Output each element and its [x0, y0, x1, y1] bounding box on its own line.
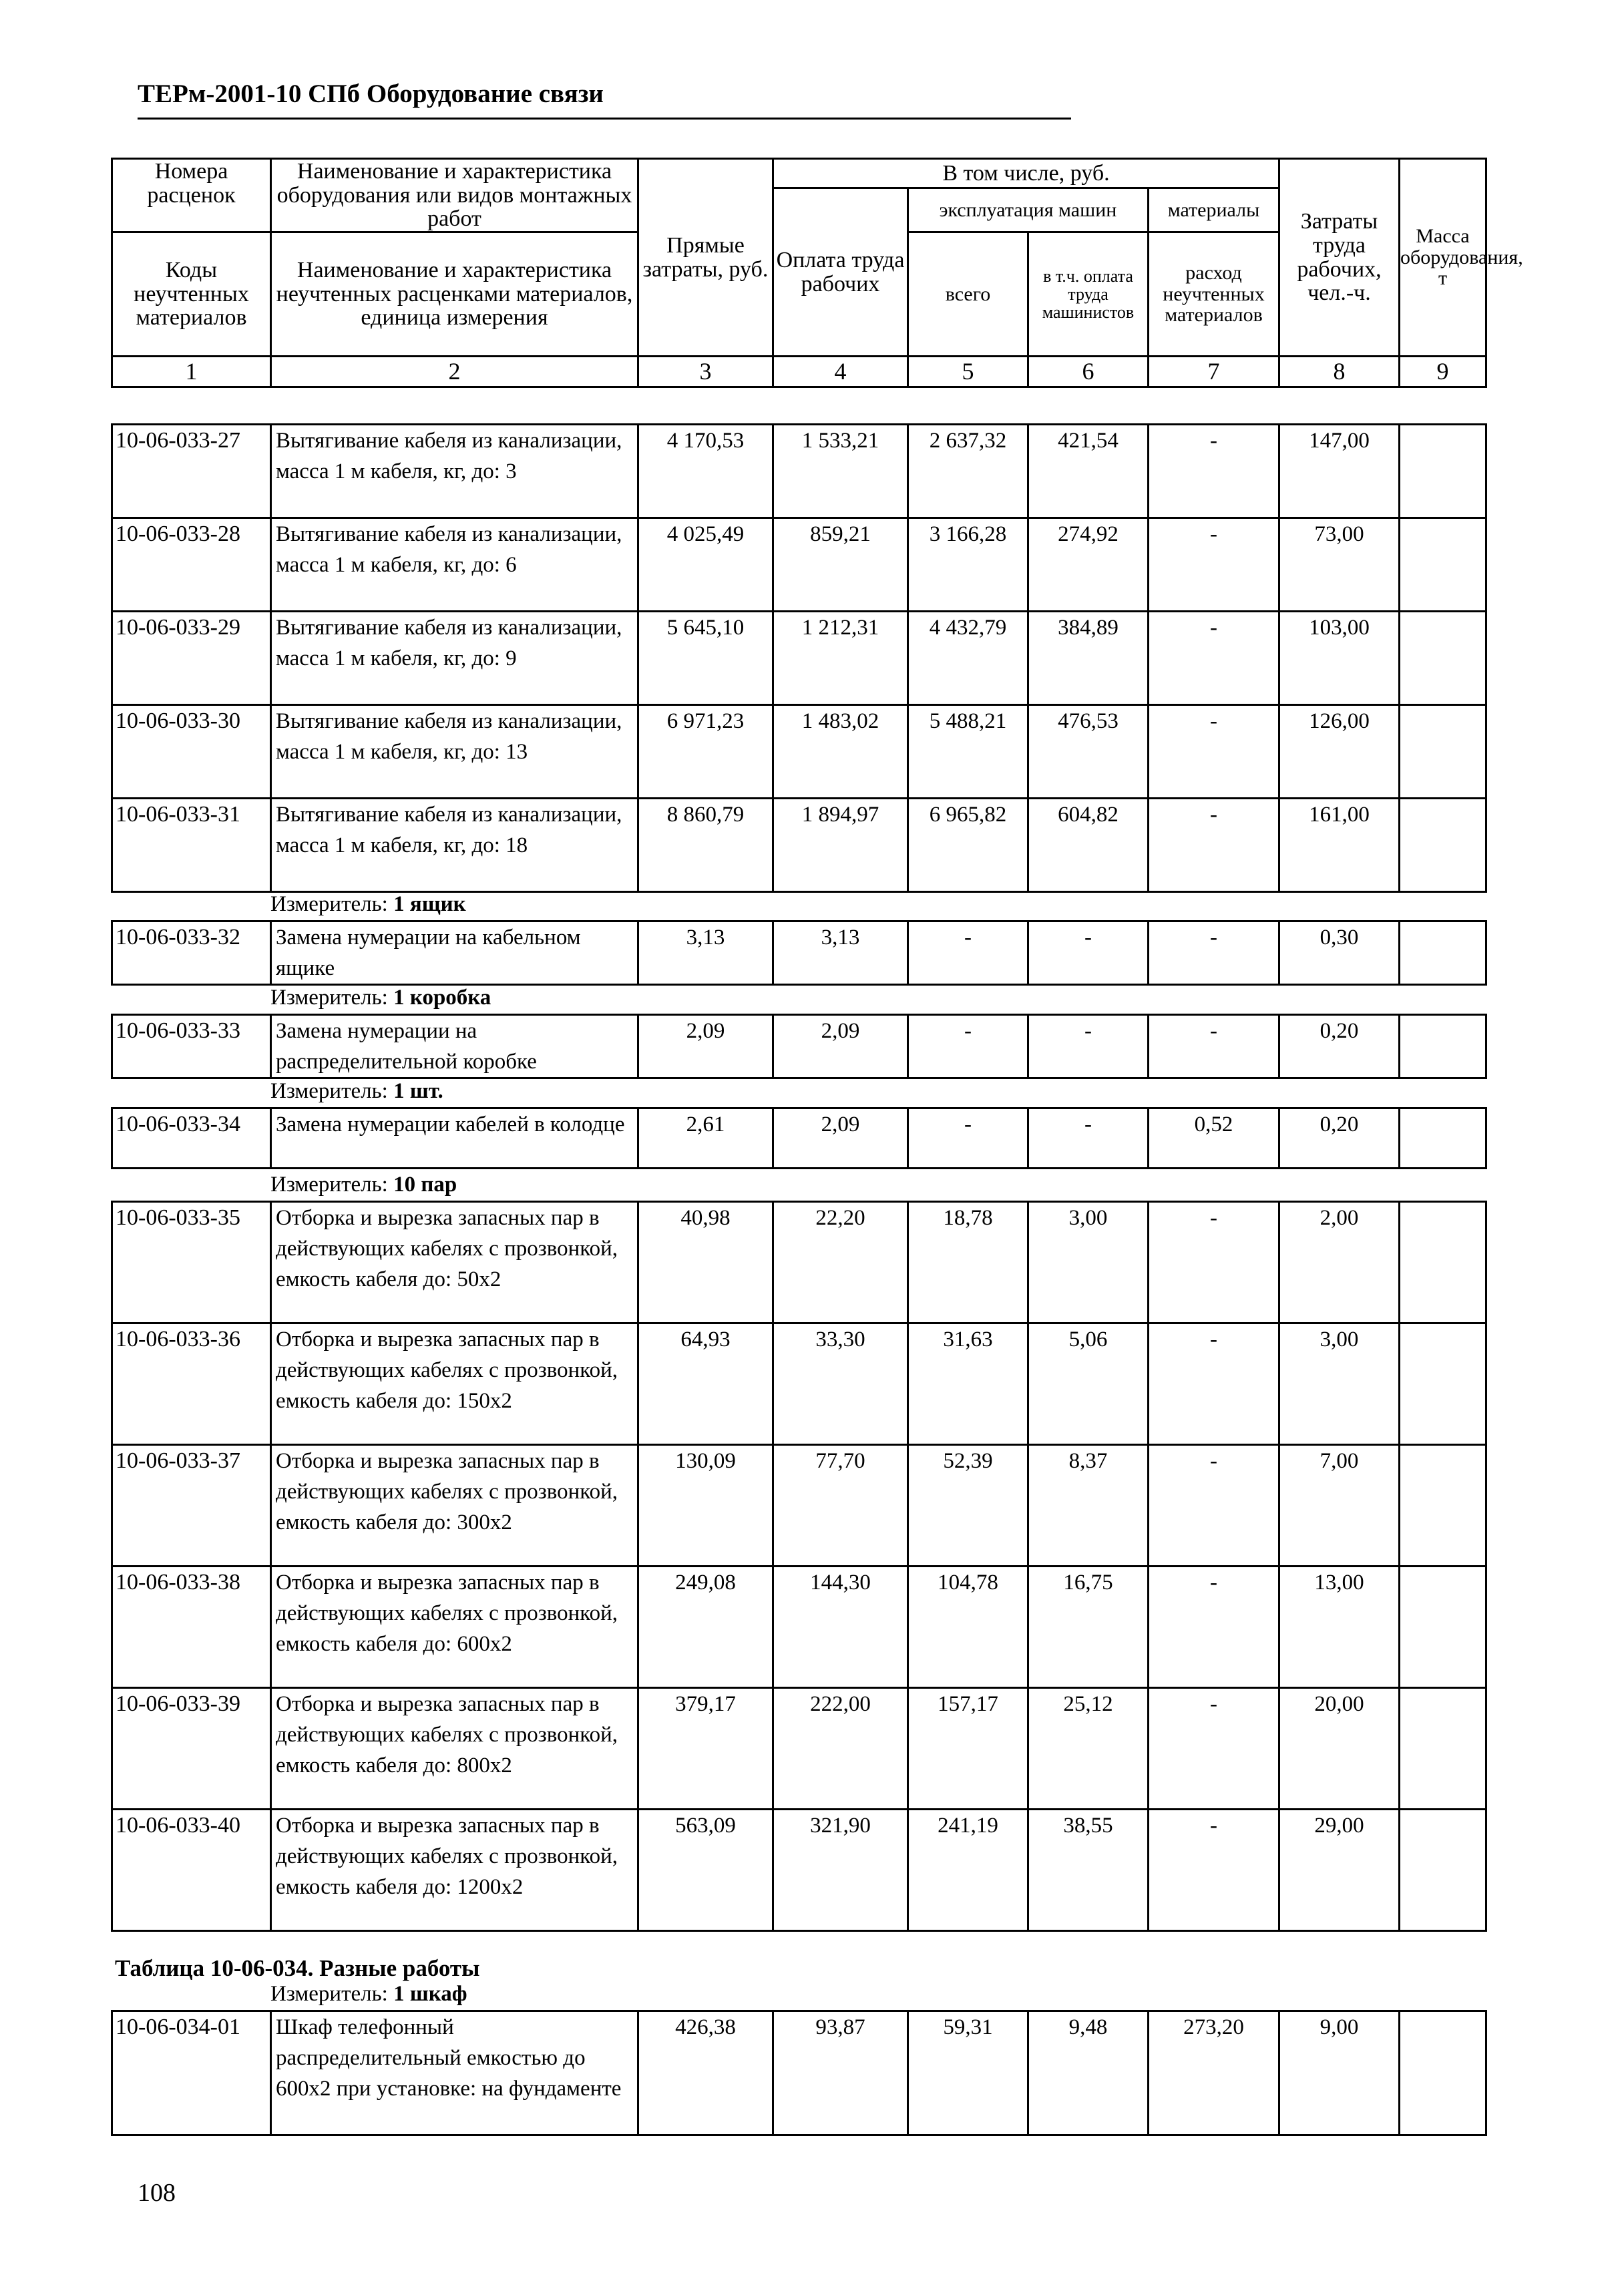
materials-cell: - [1149, 518, 1279, 612]
price-block-table [111, 1014, 1487, 1079]
price-block-table [111, 920, 1487, 986]
worker-pay-cell: 1 894,97 [773, 799, 908, 892]
machinist-pay-cell: 476,53 [1028, 705, 1149, 799]
column-header-table [111, 158, 1523, 388]
labor-hours-cell: 13,00 [1279, 1567, 1400, 1688]
measure-unit-line [270, 1982, 467, 2007]
mass-cell [1400, 2011, 1486, 2135]
header-materials: материалы [1149, 188, 1279, 232]
materials-cell: - [1149, 1810, 1279, 1931]
machine-total-cell: 52,39 [908, 1445, 1028, 1567]
header-equipment-mass: Масса оборудования, т [1400, 159, 1486, 357]
mass-cell [1400, 1445, 1486, 1567]
worker-pay-cell: 3,13 [773, 921, 908, 985]
machine-total-cell: 104,78 [908, 1567, 1028, 1688]
rate-code-cell: 10-06-033-36 [112, 1323, 271, 1445]
table-row [112, 612, 1486, 705]
title-rule [138, 118, 1071, 120]
rate-code-cell: 10-06-033-30 [112, 705, 271, 799]
materials-cell: - [1149, 1323, 1279, 1445]
header-labor-hours: Затраты труда рабочих, чел.-ч. [1279, 159, 1400, 357]
price-block-table [111, 1201, 1487, 1932]
materials-cell: - [1149, 1015, 1279, 1078]
materials-cell: - [1149, 1445, 1279, 1567]
header-number: 2 [271, 357, 638, 387]
labor-hours-cell: 126,00 [1279, 705, 1400, 799]
machine-total-cell: 157,17 [908, 1688, 1028, 1810]
table-row [112, 1108, 1486, 1169]
labor-hours-cell: 103,00 [1279, 612, 1400, 705]
measure-label: Измеритель: [270, 1173, 388, 1197]
table-row [112, 921, 1486, 985]
rate-code-cell: 10-06-033-32 [112, 921, 271, 985]
direct-costs-cell: 563,09 [638, 1810, 773, 1931]
page-title: ТЕРм-2001-10 СПб Оборудование связи [138, 79, 604, 108]
mass-cell [1400, 1567, 1486, 1688]
machinist-pay-cell: 8,37 [1028, 1445, 1149, 1567]
direct-costs-cell: 426,38 [638, 2011, 773, 2135]
mass-cell [1400, 1323, 1486, 1445]
machine-total-cell: 4 432,79 [908, 612, 1028, 705]
measure-label: Измеритель: [270, 1982, 388, 2006]
direct-costs-cell: 8 860,79 [638, 799, 773, 892]
rate-code-cell: 10-06-033-28 [112, 518, 271, 612]
worker-pay-cell: 321,90 [773, 1810, 908, 1931]
table-row [112, 2011, 1486, 2135]
header-unaccounted-materials: расход неучтенных материалов [1149, 232, 1279, 357]
worker-pay-cell: 1 483,02 [773, 705, 908, 799]
labor-hours-cell: 0,30 [1279, 921, 1400, 985]
header-direct-costs: Прямые затраты, руб. [638, 159, 773, 357]
work-description-cell: Вытягивание кабеля из канализации, масса 1 м кабеля, кг, до: 18 [271, 799, 638, 892]
materials-cell: - [1149, 425, 1279, 518]
mass-cell [1400, 1810, 1486, 1931]
machine-total-cell: 5 488,21 [908, 705, 1028, 799]
mass-cell [1400, 921, 1486, 985]
table-row [112, 518, 1486, 612]
header-worker-pay: Оплата труда рабочих [773, 188, 908, 357]
machinist-pay-cell: 38,55 [1028, 1810, 1149, 1931]
materials-cell: 273,20 [1149, 2011, 1279, 2135]
page-number: 108 [138, 2179, 176, 2207]
price-block-table [111, 1107, 1487, 1169]
direct-costs-cell: 4 170,53 [638, 425, 773, 518]
machinist-pay-cell: 5,06 [1028, 1323, 1149, 1445]
work-description-cell: Вытягивание кабеля из канализации, масса 1 м кабеля, кг, до: 6 [271, 518, 638, 612]
rate-code-cell: 10-06-033-38 [112, 1567, 271, 1688]
machinist-pay-cell: - [1028, 1108, 1149, 1169]
measure-unit: 1 шкаф [393, 1982, 467, 2006]
header-number: 6 [1028, 357, 1149, 387]
measure-label: Измеритель: [270, 986, 388, 1010]
mass-cell [1400, 705, 1486, 799]
table-row [112, 799, 1486, 892]
measure-label: Измеритель: [270, 892, 388, 916]
work-description-cell: Вытягивание кабеля из канализации, масса 1 м кабеля, кг, до: 9 [271, 612, 638, 705]
worker-pay-cell: 2,09 [773, 1015, 908, 1078]
measure-unit: 10 пар [393, 1173, 457, 1197]
table-row [112, 1323, 1486, 1445]
header-number: 7 [1149, 357, 1279, 387]
work-description-cell: Шкаф телефонный распределительный емкостью до 600х2 при установке: на фундаменте [271, 2011, 638, 2135]
direct-costs-cell: 64,93 [638, 1323, 773, 1445]
machinist-pay-cell: 274,92 [1028, 518, 1149, 612]
labor-hours-cell: 3,00 [1279, 1323, 1400, 1445]
header-name-bottom: Наименование и характеристика неучтенных расценками материалов, единица измерения [271, 232, 638, 357]
machine-total-cell: 6 965,82 [908, 799, 1028, 892]
direct-costs-cell: 5 645,10 [638, 612, 773, 705]
machinist-pay-cell: 3,00 [1028, 1202, 1149, 1323]
table-row [112, 1810, 1486, 1931]
labor-hours-cell: 73,00 [1279, 518, 1400, 612]
work-description-cell: Отборка и вырезка запасных пар в действующих кабелях с прозвонкой, емкость кабеля до: 300х2 [271, 1445, 638, 1567]
labor-hours-cell: 9,00 [1279, 2011, 1400, 2135]
machine-total-cell: 31,63 [908, 1323, 1028, 1445]
materials-cell: 0,52 [1149, 1108, 1279, 1169]
header-name-top: Наименование и характеристика оборудования или видов монтажных работ [271, 159, 638, 232]
labor-hours-cell: 0,20 [1279, 1015, 1400, 1078]
machine-total-cell: - [908, 921, 1028, 985]
mass-cell [1400, 1688, 1486, 1810]
labor-hours-cell: 20,00 [1279, 1688, 1400, 1810]
direct-costs-cell: 6 971,23 [638, 705, 773, 799]
mass-cell [1400, 518, 1486, 612]
direct-costs-cell: 3,13 [638, 921, 773, 985]
direct-costs-cell: 2,61 [638, 1108, 773, 1169]
table-row [112, 1567, 1486, 1688]
machine-total-cell: - [908, 1108, 1028, 1169]
machinist-pay-cell: 384,89 [1028, 612, 1149, 705]
machine-total-cell: - [908, 1015, 1028, 1078]
header-machines-total: всего [908, 232, 1028, 357]
materials-cell: - [1149, 612, 1279, 705]
measure-unit: 1 ящик [393, 892, 466, 916]
materials-cell: - [1149, 1567, 1279, 1688]
worker-pay-cell: 144,30 [773, 1567, 908, 1688]
machine-total-cell: 241,19 [908, 1810, 1028, 1931]
work-description-cell: Отборка и вырезка запасных пар в действующих кабелях с прозвонкой, емкость кабеля до: 600х2 [271, 1567, 638, 1688]
header-number: 1 [112, 357, 271, 387]
machinist-pay-cell: 604,82 [1028, 799, 1149, 892]
labor-hours-cell: 2,00 [1279, 1202, 1400, 1323]
machinist-pay-cell: - [1028, 921, 1149, 985]
mass-cell [1400, 425, 1486, 518]
machinist-pay-cell: 16,75 [1028, 1567, 1149, 1688]
work-description-cell: Отборка и вырезка запасных пар в действующих кабелях с прозвонкой, емкость кабеля до: 800х2 [271, 1688, 638, 1810]
rate-code-cell: 10-06-033-35 [112, 1202, 271, 1323]
worker-pay-cell: 859,21 [773, 518, 908, 612]
rate-code-cell: 10-06-033-27 [112, 425, 271, 518]
table-row [112, 1445, 1486, 1567]
measure-unit-line [270, 986, 491, 1010]
table-row [112, 705, 1486, 799]
work-description-cell: Отборка и вырезка запасных пар в действующих кабелях с прозвонкой, емкость кабеля до: 1200х2 [271, 1810, 638, 1931]
measure-unit-line [270, 1173, 457, 1197]
work-description-cell: Вытягивание кабеля из канализации, масса 1 м кабеля, кг, до: 3 [271, 425, 638, 518]
machine-total-cell: 3 166,28 [908, 518, 1028, 612]
worker-pay-cell: 1 212,31 [773, 612, 908, 705]
worker-pay-cell: 2,09 [773, 1108, 908, 1169]
rate-code-cell: 10-06-033-39 [112, 1688, 271, 1810]
machinist-pay-cell: 25,12 [1028, 1688, 1149, 1810]
measure-unit: 1 шт. [393, 1079, 443, 1103]
work-description-cell: Отборка и вырезка запасных пар в действующих кабелях с прозвонкой, емкость кабеля до: 50х2 [271, 1202, 638, 1323]
mass-cell [1400, 1015, 1486, 1078]
rate-code-cell: 10-06-033-34 [112, 1108, 271, 1169]
worker-pay-cell: 33,30 [773, 1323, 908, 1445]
direct-costs-cell: 2,09 [638, 1015, 773, 1078]
header-machine-operation: эксплуатация машин [908, 188, 1149, 232]
materials-cell: - [1149, 705, 1279, 799]
price-block-table [111, 423, 1487, 893]
work-description-cell: Вытягивание кабеля из канализации, масса 1 м кабеля, кг, до: 13 [271, 705, 638, 799]
machine-total-cell: 18,78 [908, 1202, 1028, 1323]
price-block-table [111, 2010, 1487, 2136]
rate-code-cell: 10-06-033-29 [112, 612, 271, 705]
direct-costs-cell: 4 025,49 [638, 518, 773, 612]
table-row [112, 1015, 1486, 1078]
direct-costs-cell: 130,09 [638, 1445, 773, 1567]
labor-hours-cell: 7,00 [1279, 1445, 1400, 1567]
rate-code-cell: 10-06-034-01 [112, 2011, 271, 2135]
measure-unit: 1 коробка [393, 986, 491, 1010]
machine-total-cell: 59,31 [908, 2011, 1028, 2135]
measure-unit-line [270, 1079, 443, 1104]
header-codes-top: Номера расценок [112, 159, 271, 232]
machine-total-cell: 2 637,32 [908, 425, 1028, 518]
worker-pay-cell: 77,70 [773, 1445, 908, 1567]
header-machinists-pay: в т.ч. оплата труда машинистов [1028, 232, 1149, 357]
worker-pay-cell: 93,87 [773, 2011, 908, 2135]
table-row [112, 425, 1486, 518]
mass-cell [1400, 799, 1486, 892]
direct-costs-cell: 379,17 [638, 1688, 773, 1810]
rate-code-cell: 10-06-033-40 [112, 1810, 271, 1931]
direct-costs-cell: 249,08 [638, 1567, 773, 1688]
work-description-cell: Отборка и вырезка запасных пар в действующих кабелях с прозвонкой, емкость кабеля до: 150х2 [271, 1323, 638, 1445]
mass-cell [1400, 612, 1486, 705]
worker-pay-cell: 222,00 [773, 1688, 908, 1810]
worker-pay-cell: 1 533,21 [773, 425, 908, 518]
table-row [112, 1688, 1486, 1810]
header-codes-bottom: Коды неучтенных материалов [112, 232, 271, 357]
machinist-pay-cell: 421,54 [1028, 425, 1149, 518]
header-number: 9 [1400, 357, 1486, 387]
header-including-group: В том числе, руб. [773, 159, 1279, 188]
labor-hours-cell: 0,20 [1279, 1108, 1400, 1169]
work-description-cell: Замена нумерации кабелей в колодце [271, 1108, 638, 1169]
rate-code-cell: 10-06-033-37 [112, 1445, 271, 1567]
header-number: 8 [1279, 357, 1400, 387]
measure-label: Измеритель: [270, 1079, 388, 1103]
work-description-cell: Замена нумерации на кабельном ящике [271, 921, 638, 985]
mass-cell [1400, 1202, 1486, 1323]
labor-hours-cell: 147,00 [1279, 425, 1400, 518]
header-number: 4 [773, 357, 908, 387]
work-description-cell: Замена нумерации на распределительной коробке [271, 1015, 638, 1078]
mass-cell [1400, 1108, 1486, 1169]
labor-hours-cell: 29,00 [1279, 1810, 1400, 1931]
header-number: 5 [908, 357, 1028, 387]
machinist-pay-cell: 9,48 [1028, 2011, 1149, 2135]
rate-code-cell: 10-06-033-31 [112, 799, 271, 892]
worker-pay-cell: 22,20 [773, 1202, 908, 1323]
materials-cell: - [1149, 1688, 1279, 1810]
materials-cell: - [1149, 1202, 1279, 1323]
materials-cell: - [1149, 799, 1279, 892]
measure-unit-line [270, 892, 466, 917]
materials-cell: - [1149, 921, 1279, 985]
rate-code-cell: 10-06-033-33 [112, 1015, 271, 1078]
table-row [112, 1202, 1486, 1323]
direct-costs-cell: 40,98 [638, 1202, 773, 1323]
labor-hours-cell: 161,00 [1279, 799, 1400, 892]
machinist-pay-cell: - [1028, 1015, 1149, 1078]
header-number: 3 [638, 357, 773, 387]
table-caption: Таблица 10-06-034. Разные работы [115, 1955, 480, 1981]
